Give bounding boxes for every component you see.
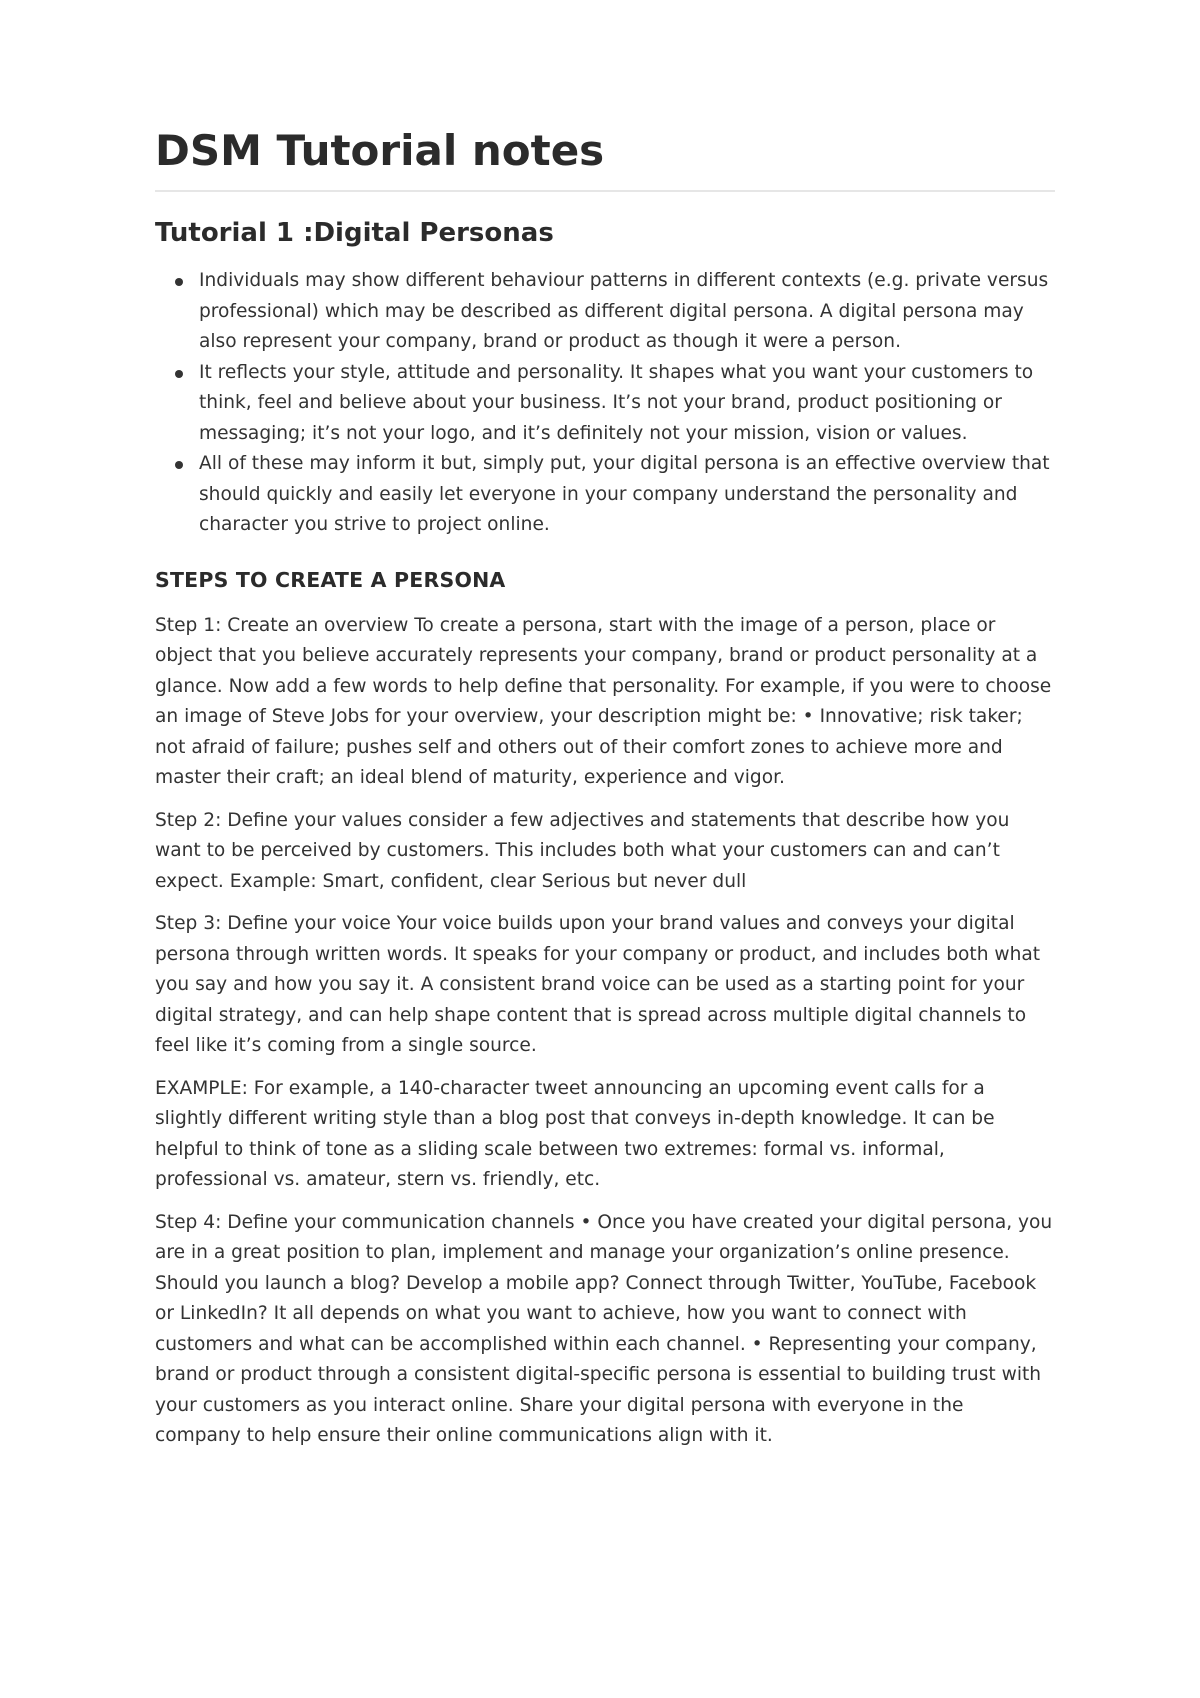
section-title: Tutorial 1 :Digital Personas — [155, 218, 554, 248]
list-item — [155, 266, 1055, 358]
list-item — [155, 449, 1055, 541]
paragraph-step-2: Step 2: Define your values consider a few adjectives and statements that describe how you want to be perceived by customers. This includes both what your customers can and can’t expect. Example: Smart, confident, clear Serious but never dull — [155, 809, 1010, 892]
list-item-text: Individuals may show different behaviour patterns in different contexts (e.g. private versus professional) which may be described as different digital persona. A digital persona may also represent your company, brand or product as though it were a person. — [199, 270, 1049, 352]
paragraph-step-1: Step 1: Create an overview To create a persona, start with the image of a person, place or object that you believe accurately represents your company, brand or product personality at a glance. Now add a few words to help define that personality. For example, if you were to choose an image of Steve Jobs for your overview, your description might be: • Innovative; risk taker; not afraid of failure; pushes self and others out of their comfort zones to achieve more and master their craft; an ideal blend of maturity, experience and vigor. — [155, 614, 1052, 788]
bullet-icon — [175, 461, 183, 469]
bullet-list — [155, 266, 1055, 541]
list-item-text: All of these may inform it but, simply put, your digital persona is an effective overview that should quickly and easily let everyone in your company understand the personality and character you strive to project online. — [199, 453, 1050, 535]
document-page — [155, 120, 1055, 1452]
paragraph-step-3: Step 3: Define your voice Your voice builds upon your brand values and conveys your digital persona through written words. It speaks for your company or product, and includes both what you say and how you say it. A consistent brand voice can be used as a starting point for your digital strategy, and can help shape content that is spread across multiple digital channels to feel like it’s coming from a single source. — [155, 913, 1041, 1056]
list-item-text: It reflects your style, attitude and personality. It shapes what you want your customers to think, feel and believe about your business. It’s not your brand, product positioning or messaging; it’s not your logo, and it’s definitely not your mission, vision or values. — [199, 361, 1034, 444]
bullet-icon — [175, 370, 183, 378]
bullet-icon — [175, 278, 183, 286]
page-title: DSM Tutorial notes — [155, 120, 1055, 192]
paragraph-step-4: Step 4: Define your communication channels • Once you have created your digital persona, you are in a great position to plan, implement and manage your organization’s online presence. Should you launch a blog? Develop a mobile app? Connect through Twitter, YouTube, Facebook or LinkedIn? It all depends on what you want to achieve, how you want to connect with customers and what can be accomplished within each channel. • Representing your company, brand or product through a consistent digital-specific persona is essential to building trust with your customers as you interact online. Share your digital persona with everyone in the company to help ensure their online communications align with it. — [155, 1211, 1053, 1446]
list-item — [155, 358, 1055, 450]
paragraph-example: EXAMPLE: For example, a 140-character tweet announcing an upcoming event calls for a slightly different writing style than a blog post that conveys in-depth knowledge. It can be helpful to think of tone as a sliding scale between two extremes: formal vs. informal, professional vs. amateur, stern vs. friendly, etc. — [155, 1077, 995, 1190]
subsection-title: STEPS TO CREATE A PERSONA — [155, 567, 506, 592]
